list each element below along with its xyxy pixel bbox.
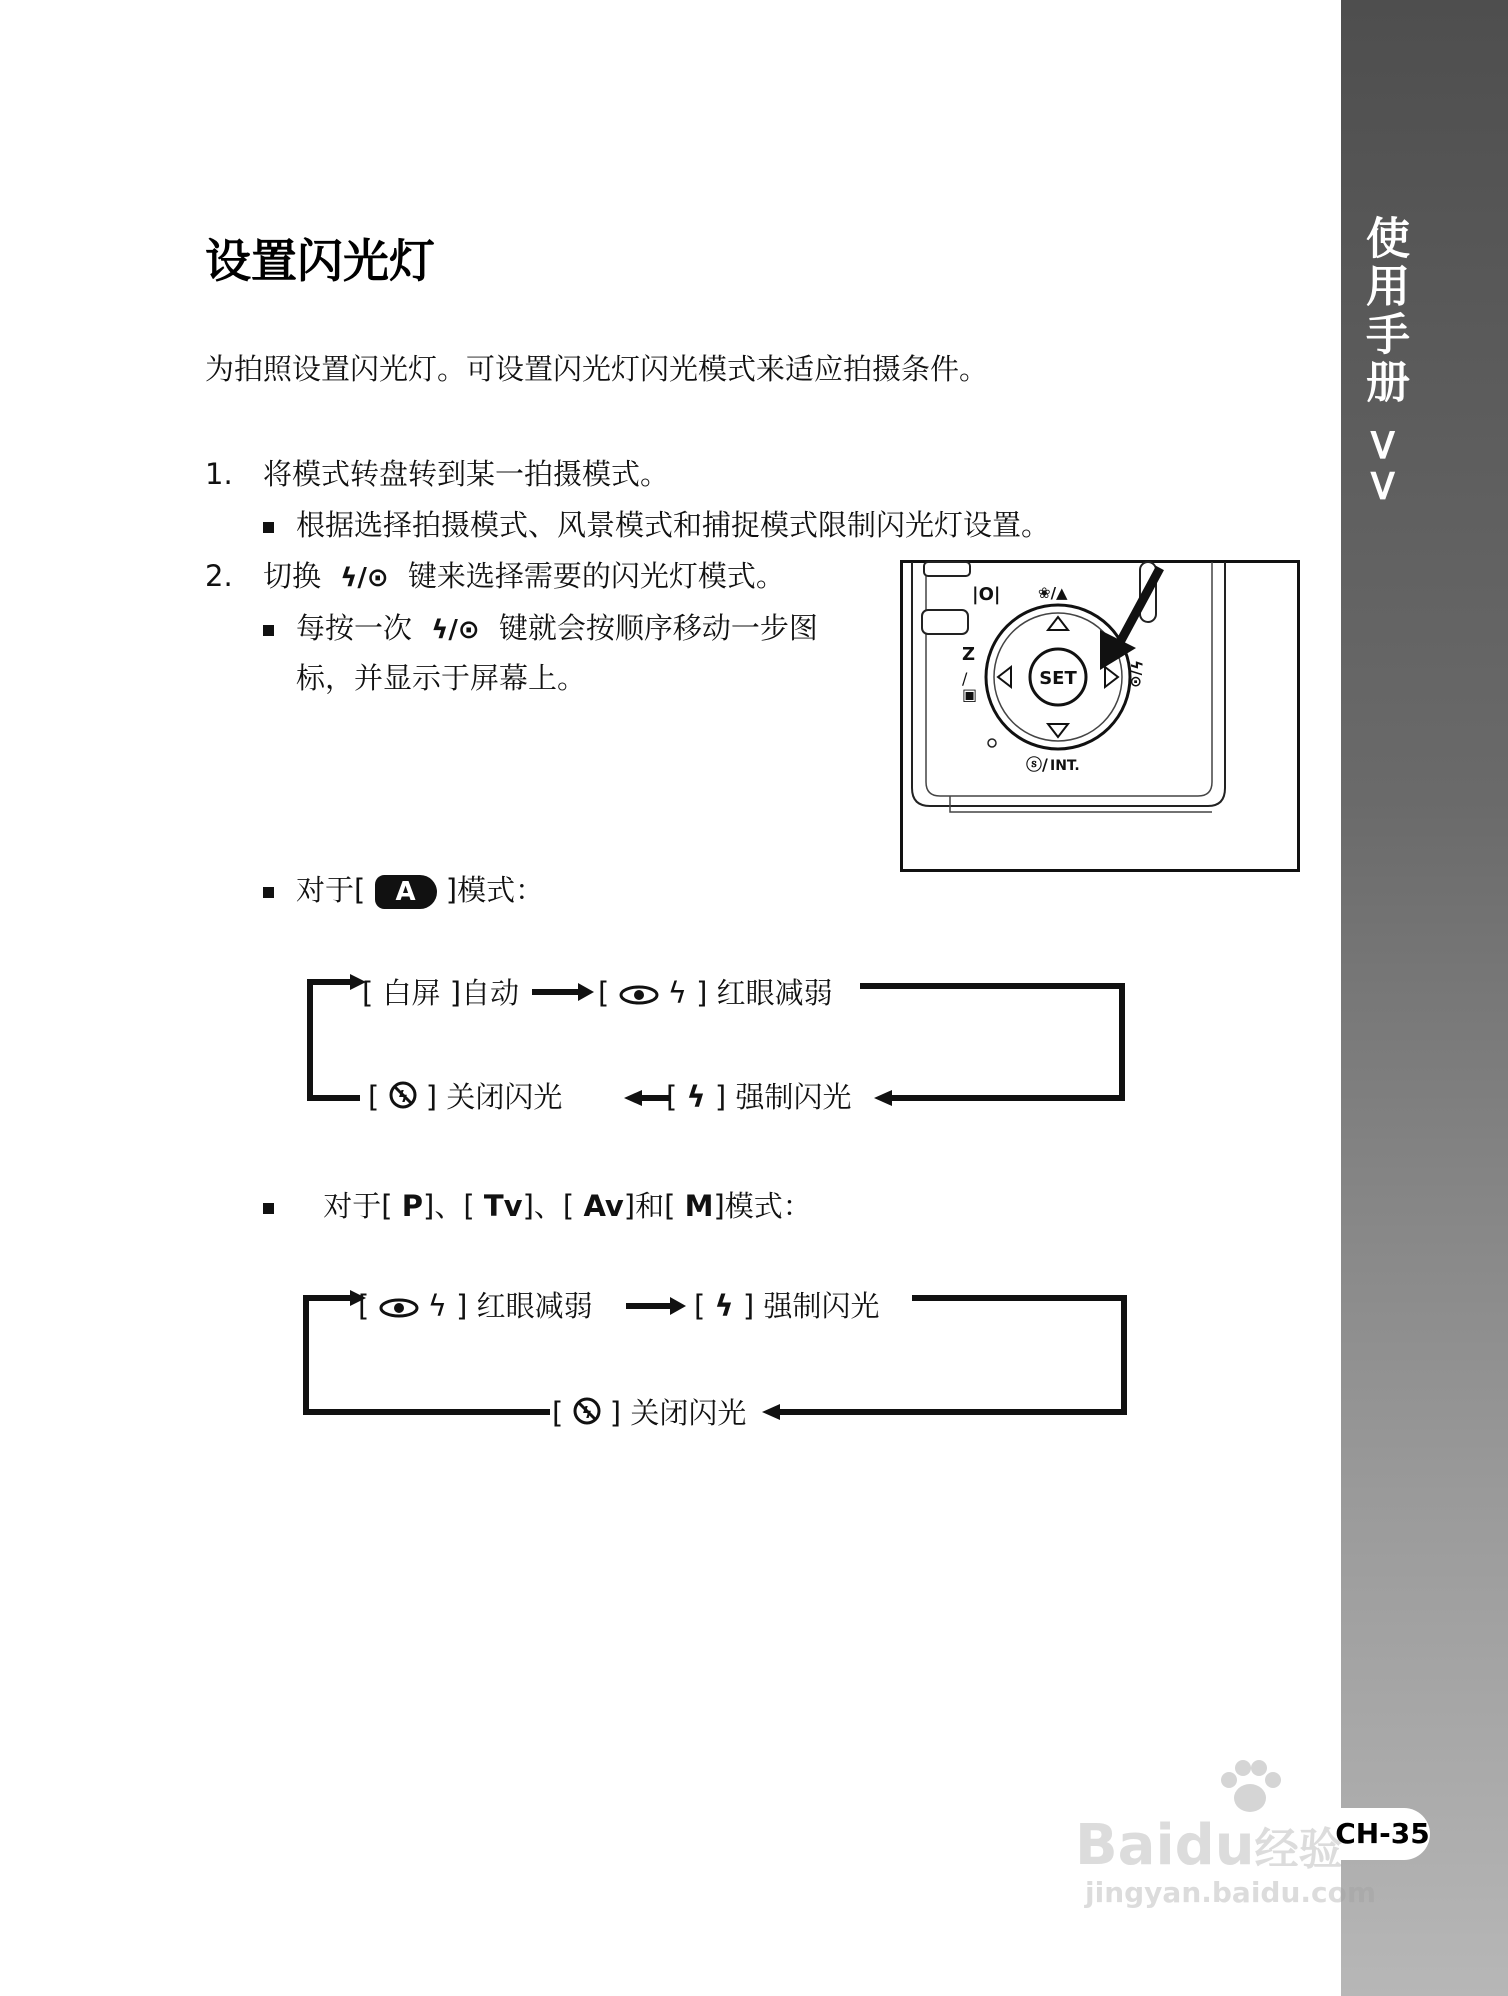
paw-icon (1215, 1758, 1285, 1818)
flash-icon: ϟ (714, 1289, 734, 1323)
step-2-number: 2. (205, 559, 233, 593)
flash-icon: ϟ (427, 1289, 447, 1323)
page-number: CH-35 (1335, 1808, 1430, 1860)
macro-landscape-label: ❀/▲ (1038, 584, 1068, 602)
set-button-label: SET (1039, 668, 1077, 689)
auto-mode-label: 对于[ A ]模式： (263, 872, 544, 909)
pasm-off-item: [ ϟ ] 关闭闪光 (552, 1395, 746, 1433)
flash-icon: ϟ (667, 976, 687, 1010)
auto-force-item: [ ϟ ] 强制闪光 (666, 1080, 852, 1114)
baidu-watermark: Baidu经验 jingyan.baidu.com (1065, 1758, 1465, 1908)
flash-side-label: ϟ/⊙ (1127, 660, 1145, 688)
flash-off-icon (573, 1397, 601, 1433)
svg-text:Z: Z (962, 644, 976, 665)
self-timer-label: INT. (1050, 758, 1080, 774)
svg-text:ϟ: ϟ (581, 1403, 592, 1422)
svg-text:/: / (962, 669, 968, 688)
step-1-note: 根据选择拍摄模式、风景模式和捕捉模式限制闪光灯设置。 (263, 507, 1050, 543)
pasm-force-item: [ ϟ ] 强制闪光 (694, 1289, 880, 1323)
auto-off-item: [ ϟ ] 关闭闪光 (368, 1079, 562, 1117)
svg-text:▣: ▣ (962, 685, 978, 704)
sidebar-title: 使用手册 >> (1358, 215, 1409, 509)
svg-text:ϟ: ϟ (397, 1087, 408, 1106)
step-2-note-line2: 标，并显示于屏幕上。 (296, 661, 587, 695)
bullet-icon (263, 522, 274, 533)
svg-text:|O|: |O| (972, 584, 1001, 605)
pasm-redeye-item: [ ϟ ] 红眼减弱 (358, 1288, 593, 1326)
intro-text: 为拍照设置闪光灯。可设置闪光灯闪光模式来适应拍摄条件。 (205, 352, 989, 386)
pasm-mode-label: 对于[ P]、[ Tv]、[ Av]和[ M]模式： (263, 1188, 812, 1224)
flash-key-icon: ϟ/⊙ (340, 563, 389, 593)
page-title: 设置闪光灯 (205, 234, 435, 288)
auto-flash-item: [ 白屏 ]自动 (362, 976, 520, 1010)
flash-icon: ϟ (686, 1080, 706, 1114)
auto-redeye-item: [ ϟ ] 红眼减弱 (598, 975, 833, 1013)
step-2-text: 切换 ϟ/⊙ 键来选择需要的闪光灯模式。 (263, 559, 785, 593)
eye-icon (619, 977, 659, 1013)
flash-off-icon (389, 1081, 417, 1117)
eye-icon (379, 1290, 419, 1326)
bullet-icon (263, 1203, 274, 1214)
step-1-number: 1. (205, 457, 233, 491)
step-1-text: 将模式转盘转到某一拍摄模式。 (263, 457, 670, 491)
bullet-icon (263, 625, 274, 636)
step-2-note: 每按一次 ϟ/⊙ 键就会按顺序移动一步图 (263, 610, 818, 648)
svg-text:ⓢ/: ⓢ/ (1026, 755, 1048, 774)
bullet-icon (263, 887, 274, 898)
auto-mode-badge: A (375, 875, 437, 909)
flash-key-icon: ϟ/⊙ (431, 615, 480, 645)
camera-illustration (900, 560, 1300, 872)
